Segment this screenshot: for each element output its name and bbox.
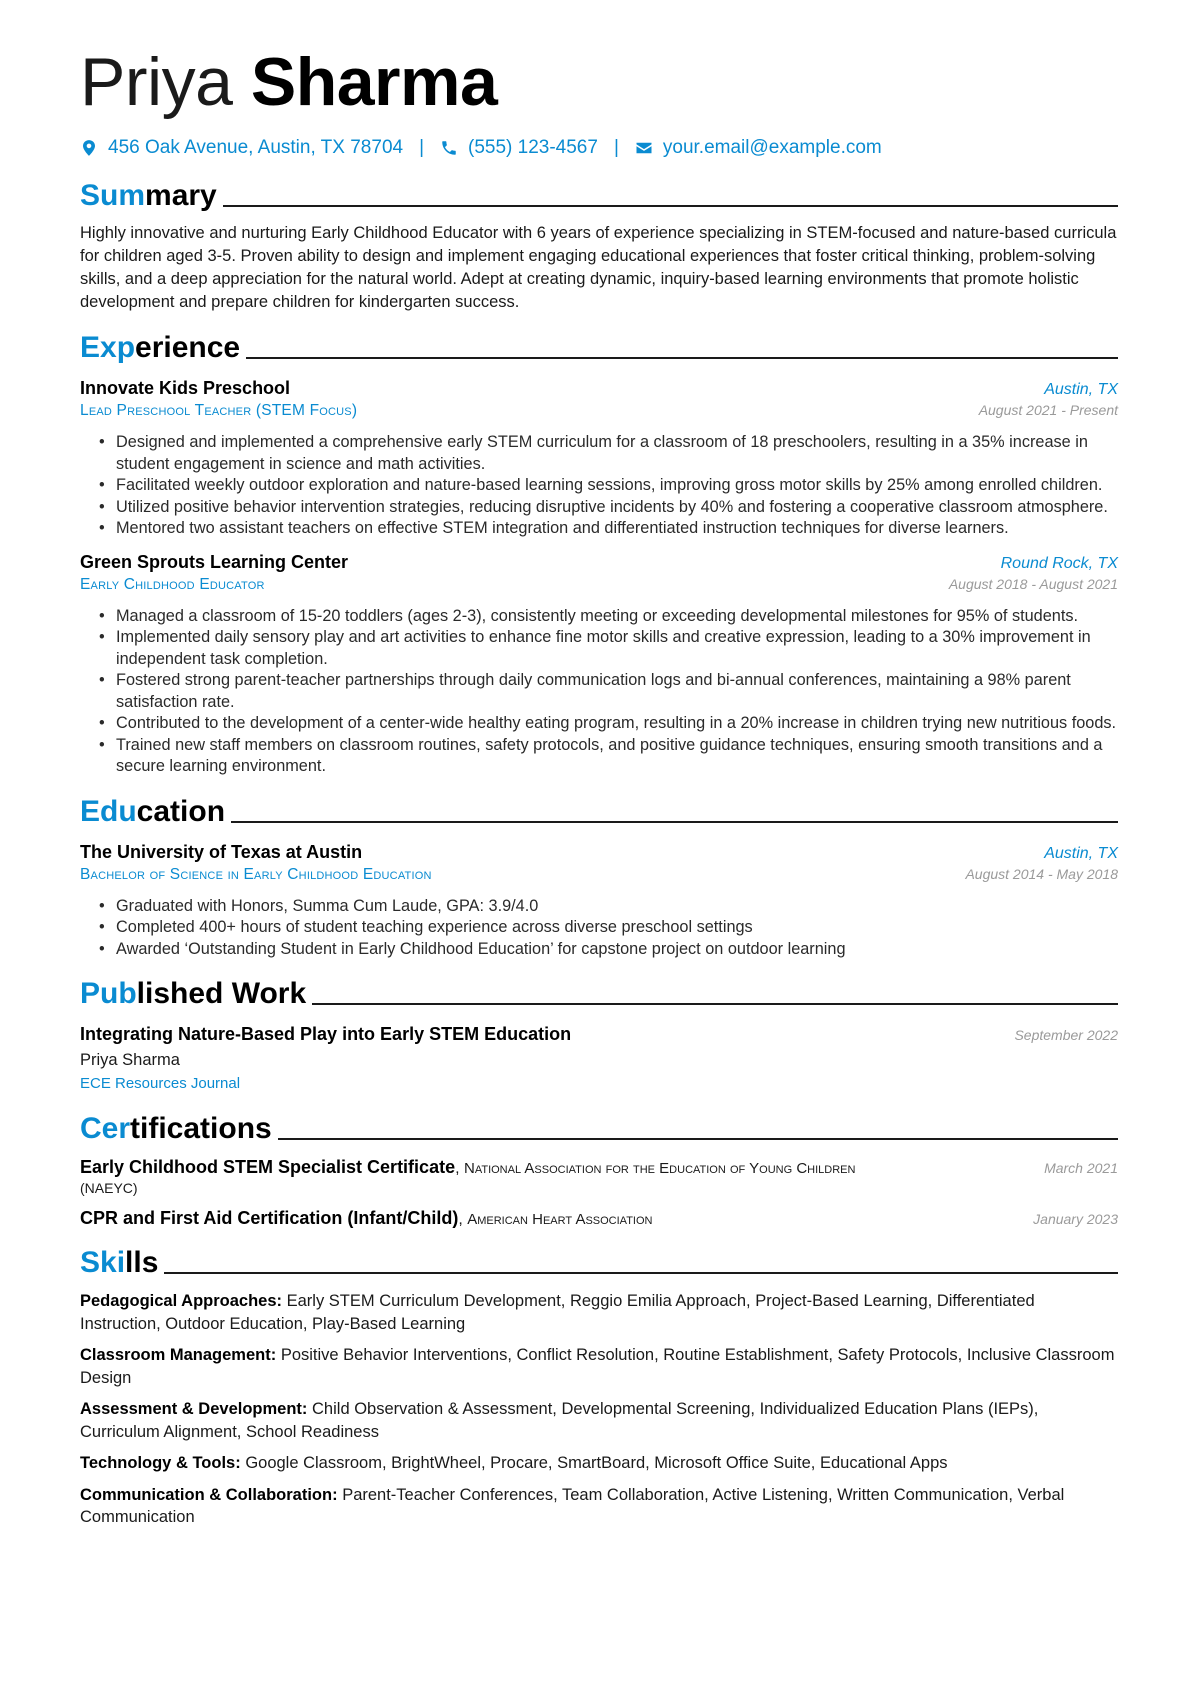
list-item: • Designed and implemented a comprehensive early STEM curriculum for a classroom of 18 preschoolers, resulting in a 35% increase in student engagement in science and math activities. bbox=[116, 432, 1118, 475]
school-location: Austin, TX bbox=[1044, 844, 1118, 862]
education-dates: August 2014 - May 2018 bbox=[965, 865, 1118, 882]
skill-label: Communication & Collaboration: bbox=[80, 1485, 338, 1504]
list-item: • Facilitated weekly outdoor exploration and nature-based learning sessions, improving gross motor skills by 25% among enrolled children. bbox=[116, 475, 1118, 497]
email-item[interactable] bbox=[635, 137, 882, 159]
certification-entry: Early Childhood STEM Specialist Certificate, National Association for the Education of Young Children March 2021 (NAEYC) bbox=[80, 1157, 1118, 1196]
certification-name: Early Childhood STEM Specialist Certificate bbox=[80, 1157, 456, 1177]
first-name: Priya bbox=[80, 44, 233, 120]
employer-name: Green Sprouts Learning Center bbox=[80, 551, 349, 572]
section-title: Summary bbox=[80, 179, 217, 212]
bullet-list bbox=[80, 606, 1118, 778]
list-item: • Trained new staff members on classroom routines, safety protocols, and positive guidance techniques, ensuring smooth transitions and a secure learning environment. bbox=[116, 735, 1118, 778]
certification-entry: CPR and First Aid Certification (Infant/Child), American Heart Association January 2023 bbox=[80, 1208, 1118, 1228]
section-rule bbox=[231, 821, 1118, 823]
experience-entry bbox=[80, 550, 1118, 778]
contact-bar bbox=[80, 134, 1118, 162]
section-title: Certifications bbox=[80, 1112, 272, 1145]
address-item bbox=[80, 137, 403, 159]
section-published-header bbox=[80, 974, 1118, 1012]
section-rule bbox=[312, 1003, 1118, 1005]
skill-group bbox=[80, 1484, 1118, 1529]
publication-entry bbox=[80, 1022, 1118, 1095]
section-experience-header bbox=[80, 328, 1118, 366]
section-rule bbox=[223, 205, 1118, 207]
skill-group bbox=[80, 1452, 1118, 1475]
publication-title: Integrating Nature-Based Play into Early STEM Education bbox=[80, 1024, 572, 1044]
list-item: • Mentored two assistant teachers on effective STEM integration and differentiated instruction techniques for diverse learners. bbox=[116, 518, 1118, 540]
job-dates: August 2018 - August 2021 bbox=[948, 575, 1118, 592]
summary-text: Highly innovative and nurturing Early Childhood Educator with 6 years of experience specializing in STEM-focused and nature-based curricula for children aged 3-5. Proven ability to design and implement engaging educational experiences that foster critical thinking, problem-solving skills, and a deep appreciation for the natural world. Adept at creating dynamic, inquiry-based learning environments that promote holistic development and prepare children for kindergarten success. bbox=[80, 224, 1117, 311]
skill-label: Pedagogical Approaches: bbox=[80, 1292, 283, 1310]
publication-author: Priya Sharma bbox=[80, 1051, 180, 1069]
last-name: Sharma bbox=[250, 44, 498, 120]
certification-issuer-abbrev: (NAEYC) bbox=[80, 1180, 138, 1196]
section-title: Education bbox=[80, 794, 226, 828]
education-entry bbox=[80, 840, 1118, 961]
skill-group bbox=[80, 1290, 1118, 1335]
publication-journal: ECE Resources Journal bbox=[80, 1075, 241, 1092]
section-certifications-header bbox=[80, 1109, 1118, 1147]
contact-separator: | bbox=[419, 137, 425, 158]
job-location: Round Rock, TX bbox=[1000, 554, 1118, 572]
certification-date: January 2023 bbox=[1033, 1211, 1118, 1227]
section-rule bbox=[164, 1272, 1118, 1274]
certification-issuer: National Association for the Education of Young Children bbox=[464, 1160, 856, 1177]
skill-list: Positive Behavior Interventions, Conflict Resolution, Routine Establishment, Safety Protocols, Inclusive Classroom Design bbox=[80, 1346, 1115, 1387]
list-item: • Fostered strong parent-teacher partnerships through daily communication logs and bi-annual conferences, maintaining a 98% parent satisfaction rate. bbox=[116, 670, 1118, 713]
job-location: Austin, TX bbox=[1044, 381, 1118, 398]
list-item: • Contributed to the development of a center-wide healthy eating program, resulting in a 20% increase in children trying new nutritious foods. bbox=[116, 713, 1118, 735]
candidate-name bbox=[80, 40, 1118, 124]
skill-label: Classroom Management: bbox=[80, 1346, 277, 1364]
section-skills-header bbox=[80, 1243, 1118, 1281]
list-item: • Completed 400+ hours of student teaching experience across diverse preschool settings bbox=[116, 917, 1118, 939]
phone-text[interactable]: (555) 123-4567 bbox=[468, 137, 598, 158]
bullet-list bbox=[80, 432, 1118, 540]
map-marker-icon bbox=[80, 139, 98, 157]
skill-label: Assessment & Development: bbox=[80, 1400, 308, 1418]
skill-list: Child Observation & Assessment, Developmental Screening, Individualized Education Plans (IEPs), Curriculum Alignment, School Readiness bbox=[80, 1400, 1039, 1441]
envelope-icon bbox=[635, 139, 653, 157]
phone-icon bbox=[440, 139, 458, 157]
certification-issuer: American Heart Association bbox=[467, 1211, 653, 1228]
section-title: Skills bbox=[80, 1246, 159, 1279]
list-item: • Utilized positive behavior intervention strategies, reducing disruptive incidents by 40% and fostering a cooperative classroom atmosphere. bbox=[116, 497, 1118, 519]
list-item: • Awarded ‘Outstanding Student in Early Childhood Education’ for capstone project on outdoor learning bbox=[116, 939, 1118, 961]
job-dates: August 2021 - Present bbox=[978, 402, 1118, 418]
section-education-header bbox=[80, 792, 1118, 830]
skill-group bbox=[80, 1398, 1118, 1443]
address-text: 456 Oak Avenue, Austin, TX 78704 bbox=[108, 137, 404, 158]
skill-list: Parent-Teacher Conferences, Team Collaboration, Active Listening, Written Communication, Verbal Communication bbox=[80, 1485, 1065, 1526]
degree-name: Bachelor of Science in Early Childhood Education bbox=[80, 865, 432, 883]
section-rule bbox=[278, 1138, 1118, 1140]
skill-list: Google Classroom, BrightWheel, Procare, SmartBoard, Microsoft Office Suite, Educational Apps bbox=[245, 1454, 948, 1472]
section-rule bbox=[246, 357, 1118, 359]
publication-date: September 2022 bbox=[1014, 1027, 1118, 1043]
skill-group bbox=[80, 1344, 1118, 1389]
contact-separator: | bbox=[613, 137, 619, 158]
section-title: Published Work bbox=[80, 977, 307, 1010]
email-link[interactable]: your.email@example.com bbox=[662, 137, 882, 158]
list-item: • Graduated with Honors, Summa Cum Laude, GPA: 3.9/4.0 bbox=[116, 896, 1118, 918]
list-item: • Implemented daily sensory play and art activities to enhance fine motor skills and creative expression, leading to a 30% improvement in independent task completion. bbox=[116, 627, 1118, 670]
skill-label: Technology & Tools: bbox=[80, 1454, 241, 1472]
phone-item[interactable] bbox=[440, 137, 598, 159]
certification-name: CPR and First Aid Certification (Infant/Child) bbox=[80, 1208, 459, 1228]
job-title: Lead Preschool Teacher (STEM Focus) bbox=[80, 402, 358, 419]
skill-list: Early STEM Curriculum Development, Reggio Emilia Approach, Project-Based Learning, Differentiated Instruction, Outdoor Education, Play-Based Learning bbox=[80, 1292, 1035, 1333]
bullet-list bbox=[80, 896, 1118, 961]
school-name: The University of Texas at Austin bbox=[80, 841, 363, 862]
section-title: Experience bbox=[80, 331, 241, 364]
employer-name: Innovate Kids Preschool bbox=[80, 378, 291, 398]
list-item: • Managed a classroom of 15-20 toddlers (ages 2-3), consistently meeting or exceeding developmental milestones for 95% of students. bbox=[116, 606, 1118, 628]
section-summary-header bbox=[80, 176, 1118, 214]
experience-entry bbox=[80, 376, 1118, 540]
job-title: Early Childhood Educator bbox=[80, 575, 265, 593]
certification-date: March 2021 bbox=[1044, 1160, 1118, 1176]
